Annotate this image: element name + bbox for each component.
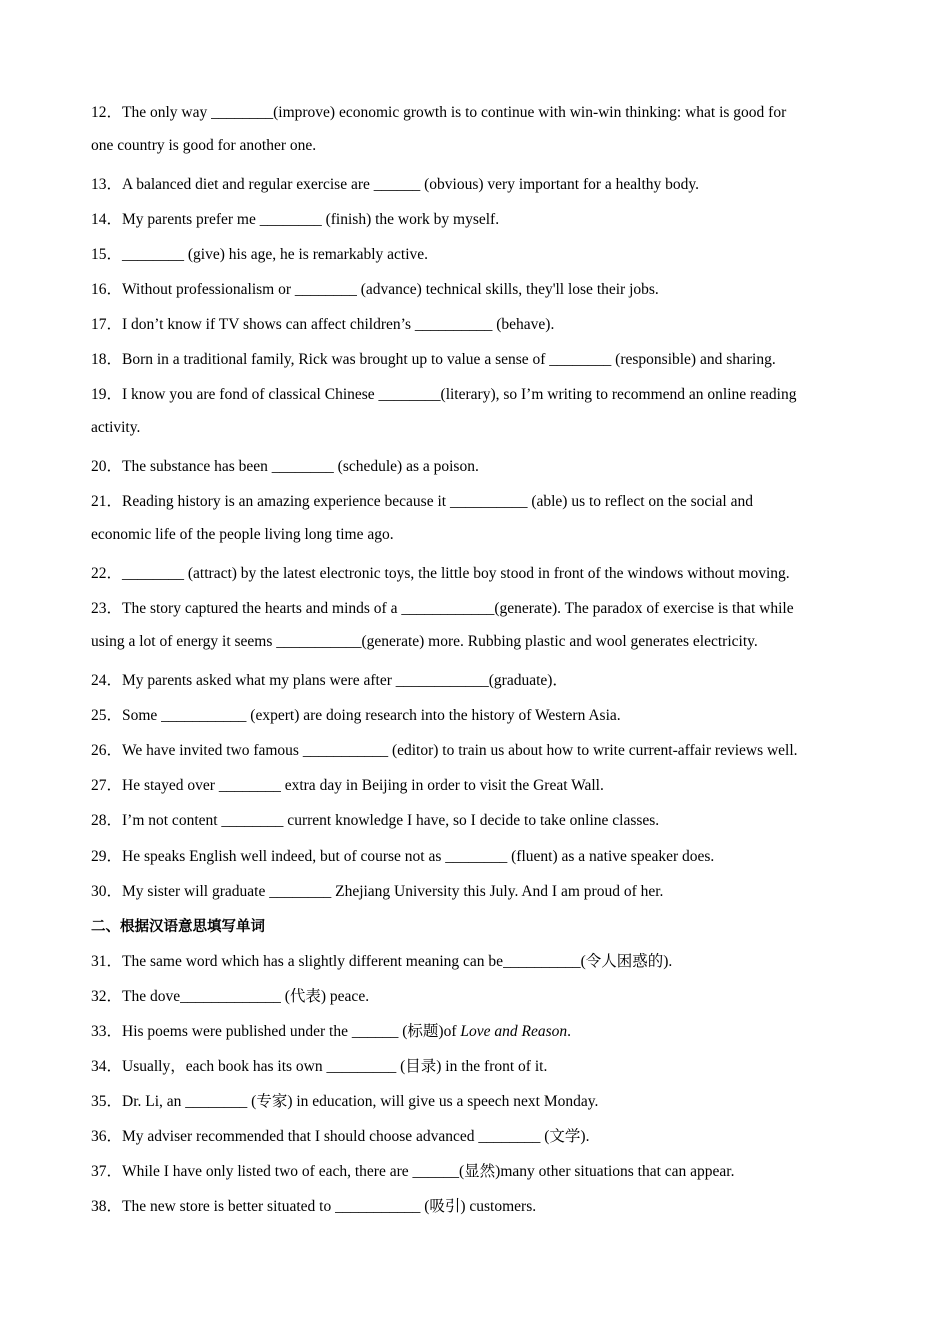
section-2-heading: 二、根据汉语意思填写单词 (91, 919, 265, 935)
question-18: 18．Born in a traditional family, Rick was brought up to value a sense of ________ (responsible) and sharing. (91, 351, 776, 368)
question-24: 24．My parents asked what my plans were after ____________(graduate)． (91, 672, 568, 689)
question-16: 16．Without professionalism or ________ (advance) technical skills, they'll lose their jobs. (91, 281, 659, 298)
question-33-text: 33．His poems were published under the ______ (标题)of (91, 1023, 461, 1040)
question-23-line-1: 23．The story captured the hearts and minds of a ____________(generate). The paradox of exercise is that while (91, 600, 794, 617)
question-38: 38．The new store is better situated to ___________ (吸引) customers. (91, 1198, 537, 1215)
question-32: 32．The dove_____________ (代表) peace. (91, 988, 370, 1005)
question-37: 37．While I have only listed two of each, there are ______(显然)many other situations that can appear. (91, 1163, 735, 1180)
question-19-line-1: 19．I know you are fond of classical Chinese ________(literary), so I’m writing to recommend an online reading (91, 386, 797, 403)
question-36: 36．My adviser recommended that I should choose advanced ________ (文学). (91, 1128, 590, 1145)
question-27: 27．He stayed over ________ extra day in Beijing in order to visit the Great Wall. (91, 777, 604, 794)
question-21-line-2: economic life of the people living long time ago. (91, 526, 394, 543)
question-26: 26．We have invited two famous ___________ (editor) to train us about how to write current-affair reviews well. (91, 742, 798, 759)
question-15: 15．________ (give) his age, he is remarkably active. (91, 246, 429, 263)
question-31: 31．The same word which has a slightly different meaning can be__________(令人困惑的). (91, 953, 673, 970)
question-17: 17．I don’t know if TV shows can affect children’s __________ (behave). (91, 316, 555, 333)
question-30: 30．My sister will graduate ________ Zhejiang University this July. And I am proud of her. (91, 883, 664, 900)
question-25: 25．Some ___________ (expert) are doing research into the history of Western Asia. (91, 707, 621, 724)
question-35: 35．Dr. Li, an ________ (专家) in education, will give us a speech next Monday. (91, 1093, 599, 1110)
question-33-period: . (567, 1023, 571, 1040)
question-33 (91, 1019, 571, 1041)
question-23-line-2: using a lot of energy it seems ___________(generate) more. Rubbing plastic and wool generates electricity. (91, 633, 758, 650)
question-29: 29．He speaks English well indeed, but of course not as ________ (fluent) as a native speaker does. (91, 848, 715, 865)
question-12-line-2: one country is good for another one. (91, 137, 317, 154)
question-19-line-2: activity. (91, 419, 141, 436)
question-21-line-1: 21．Reading history is an amazing experience because it __________ (able) us to reflect on the social and (91, 493, 753, 510)
question-14: 14．My parents prefer me ________ (finish) the work by myself. (91, 211, 500, 228)
question-22: 22．________ (attract) by the latest electronic toys, the little boy stood in front of the windows without moving. (91, 565, 790, 582)
question-28: 28．I’m not content ________ current knowledge I have, so I decide to take online classes. (91, 812, 660, 829)
question-34: 34．Usually，each book has its own _________ (目录) in the front of it. (91, 1058, 548, 1075)
question-20: 20．The substance has been ________ (schedule) as a poison. (91, 458, 479, 475)
question-12-line-1: 12．The only way ________(improve) economic growth is to continue with win-win thinking: what is good for (91, 104, 787, 121)
question-33-book-title: Love and Reason (460, 1023, 568, 1040)
question-13: 13．A balanced diet and regular exercise are ______ (obvious) very important for a healthy body. (91, 176, 700, 193)
